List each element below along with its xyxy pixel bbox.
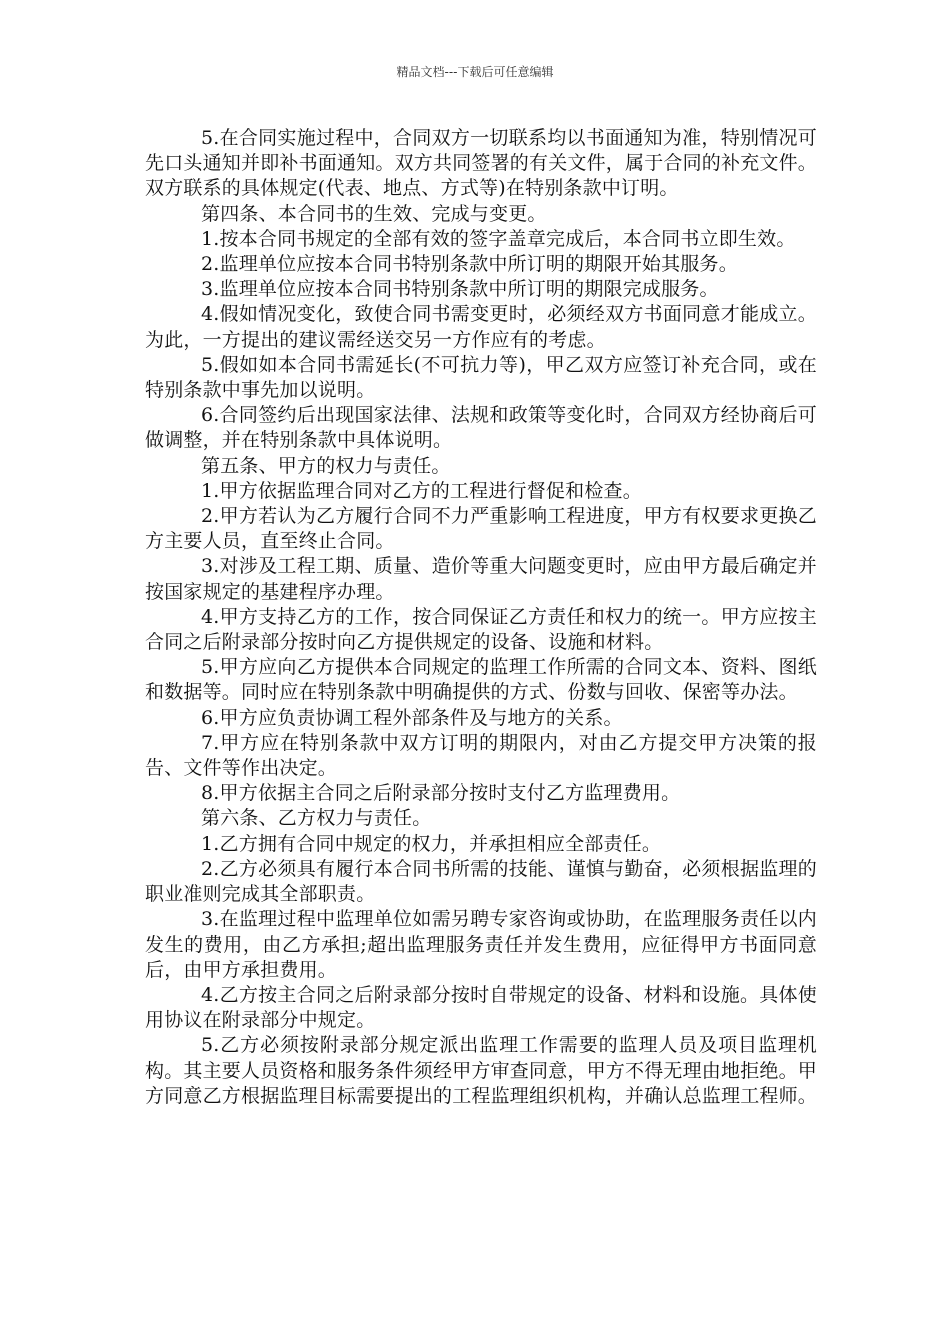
- paragraph: 5.乙方必须按附录部分规定派出监理工作需要的监理人员及项目监理机构。其主要人员资格和服务条件须经甲方审查同意，甲方不得无理由地拒绝。甲方同意乙方根据监理目标需要提出的工程监理组织机构，并确认总监理工程师。: [145, 1034, 818, 1107]
- paragraph: 5.甲方应向乙方提供本合同规定的监理工作所需的合同文本、资料、图纸和数据等。同时应在特别条款中明确提供的方式、份数与回收、保密等办法。: [145, 656, 817, 704]
- section-heading: 第五条、甲方的权力与责任。: [201, 454, 451, 477]
- paragraph: 4.甲方支持乙方的工作，按合同保证乙方责任和权力的统一。甲方应按主合同之后附录部分按时向乙方提供规定的设备、设施和材料。: [145, 605, 817, 654]
- paragraph: 8.甲方依据主合同之后附录部分按时支付乙方监理费用。: [201, 782, 681, 805]
- paragraph: 6.合同签约后出现国家法律、法规和政策等变化时，合同双方经协商后可做调整，并在特别条款中具体说明。: [145, 404, 817, 452]
- paragraph: 2.甲方若认为乙方履行合同不力严重影响工程进度，甲方有权要求更换乙方主要人员，直至终止合同。: [145, 505, 817, 553]
- paragraph: 3.对涉及工程工期、质量、造价等重大问题变更时，应由甲方最后确定并按国家规定的基建程序办理。: [145, 555, 817, 603]
- section-heading: 第六条、乙方权力与责任。: [201, 807, 432, 830]
- paragraph: 1.乙方拥有合同中规定的权力，并承担相应全部责任。: [201, 832, 662, 855]
- document-body: [145, 126, 817, 1109]
- paragraph: 1.按本合同书规定的全部有效的签字盖章完成后，本合同书立即生效。: [201, 227, 796, 250]
- paragraph: 4.乙方按主合同之后附录部分按时自带规定的设备、材料和设施。具体使用协议在附录部分中规定。: [145, 983, 817, 1032]
- paragraph: 1.甲方依据监理合同对乙方的工程进行督促和检查。: [201, 479, 642, 502]
- paragraph: 6.甲方应负责协调工程外部条件及与地方的关系。: [201, 706, 623, 729]
- paragraph: 5.在合同实施过程中，合同双方一切联系均以书面通知为准，特别情况可先口头通知并即补书面通知。双方共同签署的有关文件，属于合同的补充文件。双方联系的具体规定(代表、地点、方式等)在特别条款中订明。: [145, 127, 818, 200]
- paragraph: 3.在监理过程中监理单位如需另聘专家咨询或协助，在监理服务责任以内发生的费用，由乙方承担;超出监理服务责任并发生费用，应征得甲方书面同意后，由甲方承担费用。: [145, 908, 817, 981]
- section-heading: 第四条、本合同书的生效、完成与变更。: [201, 202, 547, 225]
- paragraph: 2.监理单位应按本合同书特别条款中所订明的期限开始其服务。: [201, 253, 738, 276]
- paragraph: 5.假如如本合同书需延长(不可抗力等)，甲乙双方应签订补充合同，或在特别条款中事先加以说明。: [145, 353, 817, 402]
- paragraph: 3.监理单位应按本合同书特别条款中所订明的期限完成服务。: [201, 278, 719, 301]
- paragraph: 2.乙方必须具有履行本合同书所需的技能、谨慎与勤奋，必须根据监理的职业准则完成其全部职责。: [145, 857, 817, 906]
- paragraph: 7.甲方应在特别条款中双方订明的期限内，对由乙方提交甲方决策的报告、文件等作出决定。: [145, 731, 817, 780]
- page-header: 精品文档---下载后可任意编辑: [396, 65, 554, 79]
- paragraph: 4.假如情况变化，致使合同书需变更时，必须经双方书面同意才能成立。为此，一方提出的建议需经送交另一方作应有的考虑。: [145, 303, 817, 351]
